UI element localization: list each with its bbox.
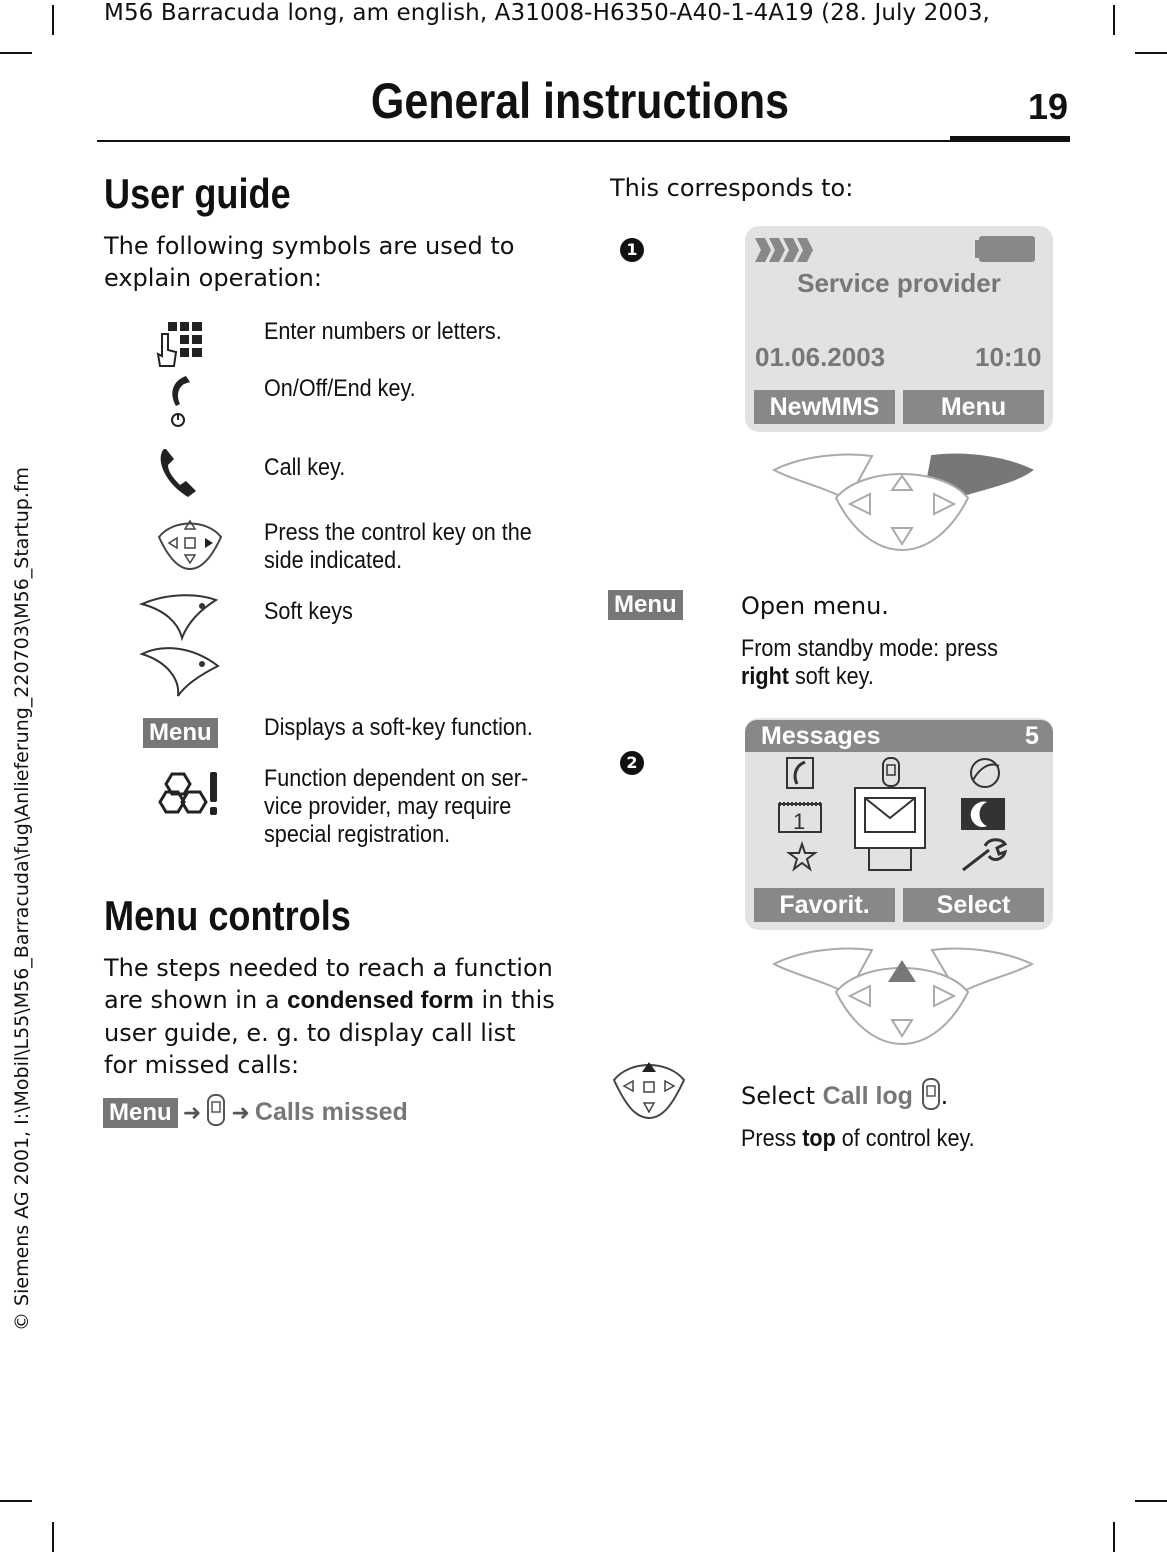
moon-icon bbox=[959, 796, 1007, 832]
phone-screen-menu bbox=[745, 718, 1053, 930]
user-guide-heading: User guide bbox=[104, 170, 291, 217]
provider-icon bbox=[158, 770, 224, 818]
crop-mark bbox=[1113, 1522, 1115, 1552]
menu-count: 5 bbox=[1025, 722, 1039, 750]
messages-icon bbox=[853, 786, 927, 872]
menu-title: Messages bbox=[761, 722, 881, 750]
user-guide-intro: The following symbols are used to explain operation: bbox=[104, 232, 515, 292]
provider-name: Service provider bbox=[797, 268, 1001, 298]
step-2-description: Press top of control key. bbox=[741, 1125, 975, 1152]
side-file-path: © Siemens AG 2001, I:\Mobil\L55\M56_Barracuda\fug\Anlieferung_220703\M56_Startup.fm bbox=[11, 466, 33, 1331]
running-header: M56 Barracuda long, am english, A31008-H6350-A40-1-4A19 (28. July 2003, bbox=[104, 0, 990, 26]
crop-mark bbox=[52, 5, 54, 35]
symbol-text: Press the control key on the side indicated. bbox=[264, 519, 532, 574]
page-number: 19 bbox=[1028, 86, 1069, 127]
control-key-icon bbox=[155, 515, 225, 571]
arrow-icon: ➜ bbox=[182, 1101, 202, 1126]
signal-icon bbox=[755, 238, 817, 262]
phone-book-icon bbox=[785, 756, 817, 790]
path-menu-badge: Menu bbox=[103, 1098, 178, 1128]
title-rule bbox=[97, 140, 1070, 142]
phone-icon bbox=[881, 756, 903, 788]
page-number-rule bbox=[950, 136, 1070, 142]
step-1-action: Open menu. bbox=[741, 592, 889, 620]
menu-controls-paragraph: The steps needed to reach a function are shown in a condensed form in this user guide, e. g. to display call list for missed calls: bbox=[104, 954, 555, 1079]
symbol-text: Displays a soft-key function. bbox=[264, 714, 533, 741]
symbol-text: Enter numbers or letters. bbox=[264, 318, 502, 345]
standby-time: 10:10 bbox=[975, 342, 1042, 372]
star-icon bbox=[787, 842, 817, 872]
call-key-icon bbox=[156, 447, 202, 501]
navigation-keys-2 bbox=[772, 944, 1034, 1048]
crop-mark bbox=[1135, 52, 1167, 54]
symbol-text: Function dependent on ser-vice provider, may require special registration. bbox=[264, 765, 529, 848]
battery-icon bbox=[975, 236, 1035, 262]
crop-mark bbox=[0, 52, 32, 54]
arrow-icon: ➜ bbox=[231, 1101, 250, 1126]
softkey-badge: Menu bbox=[143, 718, 218, 748]
calendar-icon bbox=[777, 798, 825, 834]
step-2-bullet: 2 bbox=[620, 751, 644, 775]
crop-mark bbox=[0, 1500, 32, 1502]
right-soft-key[interactable]: Select bbox=[903, 888, 1044, 922]
step-1-bullet: 1 bbox=[620, 238, 644, 262]
control-key-top-icon bbox=[610, 1056, 688, 1120]
step-2-action: Select Call log . bbox=[741, 1078, 948, 1112]
symbol-text: Soft keys bbox=[264, 598, 353, 625]
end-key-icon bbox=[160, 374, 196, 430]
crop-mark bbox=[1113, 5, 1115, 35]
settings-wrench-icon bbox=[959, 836, 1009, 874]
menu-controls-heading: Menu controls bbox=[104, 892, 351, 939]
navigation-keys-1 bbox=[772, 450, 1034, 554]
phone-screen-standby bbox=[745, 226, 1053, 432]
right-soft-key[interactable]: Menu bbox=[903, 390, 1044, 424]
left-soft-key[interactable]: Favorit. bbox=[754, 888, 895, 922]
crop-mark bbox=[1135, 1500, 1167, 1502]
svg-text:1: 1 bbox=[793, 809, 806, 834]
phone-small-icon bbox=[921, 1078, 941, 1110]
keypad-icon bbox=[156, 322, 206, 370]
soft-keys-icon bbox=[140, 592, 222, 700]
path-target: Calls missed bbox=[254, 1098, 408, 1126]
internet-icon bbox=[967, 756, 1003, 790]
menu-path bbox=[103, 1094, 408, 1128]
step-1-description: From standby mode: press right soft key. bbox=[741, 635, 998, 690]
symbol-text: Call key. bbox=[264, 454, 346, 481]
page-title: General instructions bbox=[370, 73, 790, 129]
phone-small-icon bbox=[206, 1094, 226, 1126]
corresponds-text: This corresponds to: bbox=[610, 174, 854, 202]
crop-mark bbox=[52, 1522, 54, 1552]
standby-date: 01.06.2003 bbox=[755, 342, 886, 372]
symbol-text: On/Off/End key. bbox=[264, 375, 416, 402]
call-log-link[interactable]: Call log bbox=[822, 1082, 913, 1110]
step-1-badge: Menu bbox=[608, 590, 683, 620]
left-soft-key[interactable]: NewMMS bbox=[754, 390, 895, 424]
